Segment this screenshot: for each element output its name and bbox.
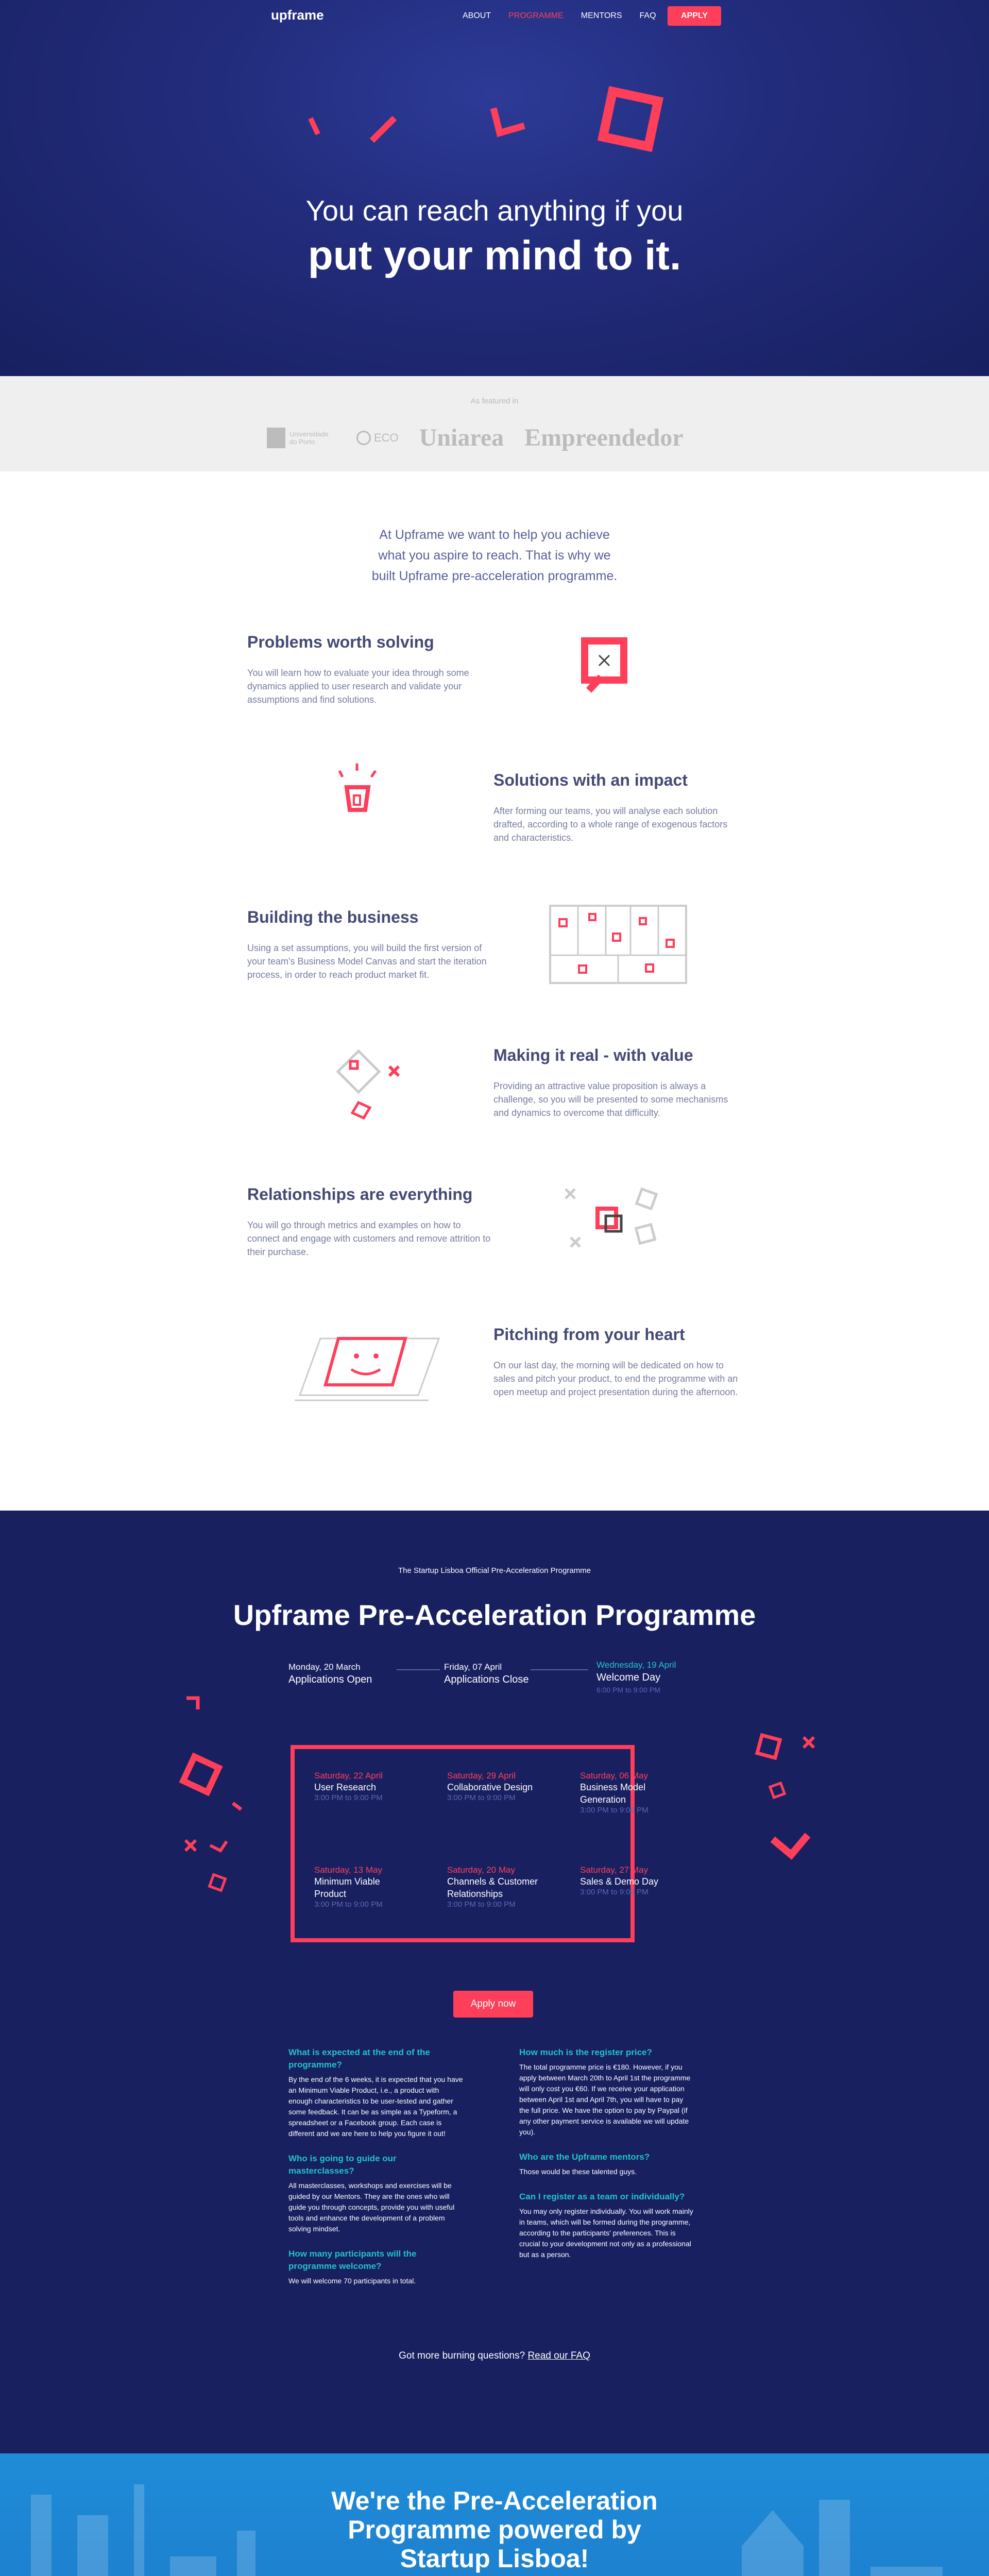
nav-link-mentors[interactable]: MENTORS xyxy=(581,11,622,20)
programme-title: Upframe Pre-Acceleration Programme xyxy=(233,1599,756,1631)
week-6: Saturday, 27 May Sales & Demo Day 3:00 PM to 9:00 PM xyxy=(580,1865,659,1896)
week-4: Saturday, 13 May Minimum Viable Product 3:00 PM to 9:00 PM xyxy=(314,1865,383,1909)
week-1: Saturday, 22 April User Research 3:00 PM to 9:00 PM xyxy=(314,1771,383,1802)
faq-right-column xyxy=(519,2046,694,2274)
feature-value xyxy=(493,1046,741,1120)
week-5: Saturday, 20 May Channels & Customer Relationships 3:00 PM to 9:00 PM xyxy=(447,1865,538,1909)
faq-question: How many participants will the programme welcome? xyxy=(288,2249,417,2271)
feature-relationships xyxy=(247,1185,494,1259)
faq-answer: You may only register individually. You will work mainly in teams, which will be formed during the programme, according to the participants' preferences. This is crucial to your development not only as a professional but as a person. xyxy=(519,2207,693,2259)
feature-text: Providing an attractive value proposition is always a challenge, so you will be presented to some mechanisms and dynamics to overcome that difficulty. xyxy=(493,1081,728,1118)
startup-title: We're the Pre-Acceleration Programme powered by Startup Lisboa! xyxy=(331,2486,658,2573)
logo-universidade: Universidade do Porto xyxy=(267,428,336,448)
intro-text: At Upframe we want to help you achieve what you aspire to reach. That is why we built Upframe pre-acceleration programme. xyxy=(371,528,618,583)
faq-question: Who are the Upframe mentors? xyxy=(519,2152,650,2162)
feature-title: Solutions with an impact xyxy=(493,771,688,789)
logo-uniarea: Uniarea xyxy=(419,424,504,451)
logo[interactable]: upframe xyxy=(271,7,324,23)
faq-answer: By the end of the 6 weeks, it is expected that you have an Minimum Viable Product, i.e., a product with enough characteristics to be user-tested and gather some feedback. It can be as simple as a Typeform, a spreadsheet or a Facebook group. Each case is different and we are here to help you figure it out! xyxy=(288,2075,463,2138)
timeline-connector xyxy=(531,1669,588,1670)
nav-links xyxy=(463,11,656,21)
timeline-connector xyxy=(397,1669,440,1670)
hero-line-1: You can reach anything if you xyxy=(305,194,684,227)
week-3: Saturday, 06 May Business Model Generation 3:00 PM to 9:00 PM xyxy=(580,1771,649,1815)
feature-problems xyxy=(247,633,494,706)
feature-title: Pitching from your heart xyxy=(493,1325,685,1344)
programme-small-title: The Startup Lisboa Official Pre-Acceleration Programme xyxy=(398,1566,591,1575)
hero-section xyxy=(0,0,989,376)
timeline-item-open: Monday, 20 March Applications Open xyxy=(288,1662,372,1685)
feature-title: Problems worth solving xyxy=(247,633,434,651)
featured-logos xyxy=(267,423,684,452)
presentation-illustration xyxy=(289,1318,449,1411)
faq-left-column xyxy=(288,2046,464,2300)
feature-business xyxy=(247,908,494,981)
faq-question: What is expected at the end of the programme? xyxy=(288,2047,430,2070)
diamond-illustration xyxy=(328,1041,420,1133)
nav-apply-button[interactable]: APPLY xyxy=(668,6,721,26)
feature-solutions xyxy=(493,771,741,844)
week-2: Saturday, 29 April Collaborative Design 3:00 PM to 9:00 PM xyxy=(447,1771,533,1802)
feature-text: Using a set assumptions, you will build the first version of your team's Business Model Canvas and start the iteration process, in order to reach product market fit. xyxy=(247,943,487,980)
hero-shapes-illustration xyxy=(299,72,690,185)
timeline-item-close: Friday, 07 April Applications Close xyxy=(444,1662,529,1685)
timeline-item-welcome: Wednesday, 19 April Welcome Day 6:00 PM to 9:00 PM xyxy=(596,1660,676,1694)
feature-title: Relationships are everything xyxy=(247,1185,473,1204)
faq-answer: Those would be these talented guys. xyxy=(519,2167,637,2176)
faq-answer: We will welcome 70 participants in total. xyxy=(288,2277,416,2285)
right-decor-shapes xyxy=(747,1727,829,1897)
canvas-grid-illustration xyxy=(548,904,688,986)
faq-link[interactable]: Read our FAQ xyxy=(527,2350,590,2361)
featured-label: As featured in xyxy=(470,397,519,405)
faq-answer: The total programme price is €180. However, if you apply between March 20th to April 1st the programme will only cost you €60. If we receive your application between April 1st and April 7th, you will have to pay the full price. We have the option to pay by Paypal (if any other payment service is available we will update you). xyxy=(519,2063,691,2136)
nav-link-programme[interactable]: PROGRAMME xyxy=(508,11,564,20)
faq-question: Can I register as a team or individually? xyxy=(519,2192,685,2201)
lightbulb-illustration xyxy=(332,761,389,844)
left-decor-shapes xyxy=(175,1691,247,1907)
featured-section xyxy=(0,376,989,471)
programme-section xyxy=(0,1511,989,2453)
magnifier-illustration xyxy=(574,630,657,712)
faq-question: Who is going to guide our masterclasses? xyxy=(288,2154,397,2176)
feature-text: You will go through metrics and examples on how to connect and engage with customers and remove attrition to their purchase. xyxy=(247,1220,491,1257)
connection-illustration xyxy=(561,1180,675,1262)
faq-answer: All masterclasses, workshops and exercises will be guided by our Mentors. They are the ones who will guide you through concepts, provide you with useful tools and enhance the development of a problem solving mindset. xyxy=(288,2181,455,2233)
feature-text: You will learn how to evaluate your idea through some dynamics applied to user research and validate your assumptions and find solutions. xyxy=(247,668,469,705)
hero-line-2: put your mind to it. xyxy=(308,232,681,278)
feature-pitching xyxy=(493,1325,741,1399)
feature-text: On our last day, the morning will be dedicated on how to sales and pitch your product, to end the programme with an open meetup and project presentation during the afternoon. xyxy=(493,1360,738,1397)
logo-eco: ECO xyxy=(356,431,399,445)
top-nav xyxy=(0,0,989,31)
logo-empreendedor: Empreendedor xyxy=(524,424,684,451)
programme-apply-button[interactable]: Apply now xyxy=(453,1991,533,2018)
feature-text: After forming our teams, you will analyse each solution drafted, according to a whole range of exogenous factors and characteristics. xyxy=(493,806,728,843)
nav-link-faq[interactable]: FAQ xyxy=(639,11,656,20)
nav-link-about[interactable]: ABOUT xyxy=(463,11,491,20)
faq-question: How much is the register price? xyxy=(519,2047,652,2057)
feature-title: Building the business xyxy=(247,908,419,926)
feature-title: Making it real - with value xyxy=(493,1046,693,1064)
startup-lisboa-section xyxy=(0,2453,989,2576)
faq-more-line: Got more burning questions? Read our FAQ xyxy=(399,2350,590,2361)
